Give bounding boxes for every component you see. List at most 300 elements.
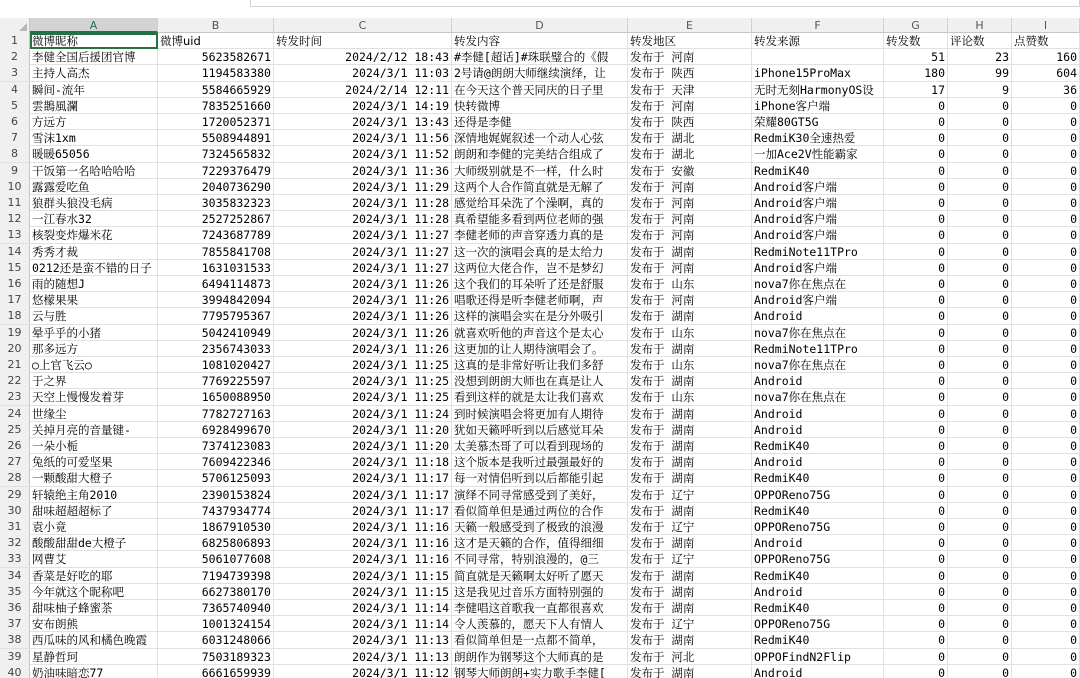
table-cell[interactable]: 0 <box>1012 98 1080 114</box>
table-cell[interactable]: 方远方 <box>30 114 158 130</box>
table-cell[interactable]: 0 <box>884 325 948 341</box>
table-cell[interactable]: 0 <box>948 438 1012 454</box>
row-number[interactable]: 3 <box>0 65 30 81</box>
table-cell[interactable]: 发布于 湖南 <box>628 341 752 357</box>
table-cell[interactable]: 这个版本是我听过最强最好的 <box>452 454 628 470</box>
table-cell[interactable]: 0 <box>948 244 1012 260</box>
row-number[interactable]: 21 <box>0 357 30 373</box>
table-cell[interactable]: 今年就这个昵称吧 <box>30 584 158 600</box>
table-cell[interactable]: 0 <box>884 179 948 195</box>
table-cell[interactable]: 2356743033 <box>158 341 274 357</box>
table-cell[interactable]: 发布于 湖北 <box>628 130 752 146</box>
table-cell[interactable]: 太美慕杰哥了可以看到现场的 <box>452 438 628 454</box>
row-number[interactable]: 7 <box>0 130 30 146</box>
table-cell[interactable]: 轩辕绝主角2010 <box>30 487 158 503</box>
table-cell[interactable]: 这真的是非常好听让我们多舒 <box>452 357 628 373</box>
table-cell[interactable]: 发布于 陕西 <box>628 65 752 81</box>
table-cell[interactable]: 看到这样的就是太让我们喜欢 <box>452 389 628 405</box>
row-number[interactable]: 35 <box>0 584 30 600</box>
table-cell[interactable]: 0 <box>1012 325 1080 341</box>
row-number[interactable]: 33 <box>0 551 30 567</box>
table-cell[interactable]: Android <box>752 665 884 678</box>
table-cell[interactable]: 0 <box>1012 422 1080 438</box>
table-cell[interactable]: 6494114873 <box>158 276 274 292</box>
table-cell[interactable]: 0 <box>1012 244 1080 260</box>
header-cell[interactable]: 点赞数 <box>1012 33 1080 49</box>
table-cell[interactable]: 2024/3/1 11:28 <box>274 211 452 227</box>
table-cell[interactable]: 雲鵲風瀾 <box>30 98 158 114</box>
table-cell[interactable]: 唱歌还得是听李健老师啊，声 <box>452 292 628 308</box>
column-header-c[interactable]: C <box>274 18 452 33</box>
table-cell[interactable]: 0 <box>1012 568 1080 584</box>
row-number[interactable]: 6 <box>0 114 30 130</box>
table-cell[interactable]: 180 <box>884 65 948 81</box>
table-cell[interactable]: 发布于 河南 <box>628 227 752 243</box>
table-cell[interactable]: 酸酸甜甜de大橙子 <box>30 535 158 551</box>
table-cell[interactable]: 0 <box>1012 292 1080 308</box>
table-cell[interactable]: 2024/3/1 11:27 <box>274 244 452 260</box>
table-cell[interactable]: 7243687789 <box>158 227 274 243</box>
table-cell[interactable]: 悠檬果果 <box>30 292 158 308</box>
formula-bar[interactable] <box>250 0 1080 7</box>
table-cell[interactable]: 就喜欢听他的声音这个是太心 <box>452 325 628 341</box>
table-cell[interactable]: 0 <box>1012 551 1080 567</box>
table-cell[interactable]: 这两个人合作简直就是无解了 <box>452 179 628 195</box>
table-cell[interactable]: 9 <box>948 82 1012 98</box>
row-number[interactable]: 2 <box>0 49 30 65</box>
header-cell[interactable]: 转发时间 <box>274 33 452 49</box>
row-number[interactable]: 31 <box>0 519 30 535</box>
table-cell[interactable]: 发布于 湖南 <box>628 535 752 551</box>
table-cell[interactable]: 0 <box>884 519 948 535</box>
table-cell[interactable]: 2024/3/1 11:13 <box>274 632 452 648</box>
table-cell[interactable]: 0 <box>948 600 1012 616</box>
table-cell[interactable]: 发布于 山东 <box>628 276 752 292</box>
table-cell[interactable]: 2024/2/12 18:43 <box>274 49 452 65</box>
table-cell[interactable]: Android <box>752 422 884 438</box>
row-number[interactable]: 38 <box>0 632 30 648</box>
table-cell[interactable]: 7365740940 <box>158 600 274 616</box>
table-cell[interactable]: 0 <box>1012 146 1080 162</box>
row-number[interactable]: 37 <box>0 616 30 632</box>
table-cell[interactable]: 发布于 辽宁 <box>628 487 752 503</box>
table-cell[interactable]: 5584665929 <box>158 82 274 98</box>
table-cell[interactable]: 暖暖65056 <box>30 146 158 162</box>
table-cell[interactable]: 0 <box>884 98 948 114</box>
table-cell[interactable]: 荣耀80GT5G <box>752 114 884 130</box>
table-cell[interactable]: 发布于 辽宁 <box>628 519 752 535</box>
table-cell[interactable]: 发布于 湖南 <box>628 584 752 600</box>
table-cell[interactable]: 0 <box>1012 406 1080 422</box>
table-cell[interactable]: 0 <box>948 260 1012 276</box>
table-cell[interactable]: 0 <box>884 600 948 616</box>
row-number[interactable]: 4 <box>0 82 30 98</box>
table-cell[interactable]: 0 <box>948 179 1012 195</box>
table-cell[interactable]: 发布于 湖南 <box>628 632 752 648</box>
table-cell[interactable]: 0 <box>1012 665 1080 678</box>
table-cell[interactable]: 0 <box>1012 341 1080 357</box>
table-cell[interactable]: 还得是李健 <box>452 114 628 130</box>
table-cell[interactable]: 0 <box>884 357 948 373</box>
table-cell[interactable]: 2024/3/1 11:14 <box>274 600 452 616</box>
table-cell[interactable]: 7835251660 <box>158 98 274 114</box>
table-cell[interactable]: 2024/3/1 11:17 <box>274 470 452 486</box>
table-cell[interactable]: 0 <box>948 535 1012 551</box>
table-cell[interactable]: 0 <box>948 292 1012 308</box>
table-cell[interactable]: 狼群头狼没毛病 <box>30 195 158 211</box>
table-cell[interactable]: 2024/3/1 11:27 <box>274 227 452 243</box>
table-cell[interactable]: RedmiK40 <box>752 438 884 454</box>
table-cell[interactable]: 发布于 湖南 <box>628 422 752 438</box>
table-cell[interactable]: nova7你在焦点在 <box>752 276 884 292</box>
table-cell[interactable]: RedmiNote11TPro <box>752 341 884 357</box>
table-cell[interactable]: Android <box>752 373 884 389</box>
table-cell[interactable]: 李健老师的声音穿透力真的是 <box>452 227 628 243</box>
table-cell[interactable]: 发布于 河南 <box>628 98 752 114</box>
table-cell[interactable]: 0 <box>948 227 1012 243</box>
row-number[interactable]: 18 <box>0 308 30 324</box>
table-cell[interactable]: 2024/3/1 11:17 <box>274 487 452 503</box>
table-cell[interactable]: 快转微博 <box>452 98 628 114</box>
row-number[interactable]: 15 <box>0 260 30 276</box>
table-cell[interactable]: 0 <box>884 292 948 308</box>
table-cell[interactable]: 2024/3/1 13:43 <box>274 114 452 130</box>
table-cell[interactable]: 一颗酸甜大橙子 <box>30 470 158 486</box>
table-cell[interactable]: 7855841708 <box>158 244 274 260</box>
table-cell[interactable]: 7795795367 <box>158 308 274 324</box>
table-cell[interactable]: 2024/3/1 11:29 <box>274 179 452 195</box>
row-number[interactable]: 28 <box>0 470 30 486</box>
header-cell[interactable]: 评论数 <box>948 33 1012 49</box>
column-header-f[interactable]: F <box>752 18 884 33</box>
table-cell[interactable]: Android客户端 <box>752 260 884 276</box>
column-header-a[interactable]: A <box>30 18 158 33</box>
table-cell[interactable]: 0 <box>884 130 948 146</box>
header-cell[interactable]: 转发内容 <box>452 33 628 49</box>
table-cell[interactable]: 2040736290 <box>158 179 274 195</box>
table-cell[interactable]: 0 <box>948 568 1012 584</box>
table-cell[interactable]: 2024/3/1 11:12 <box>274 665 452 678</box>
table-cell[interactable]: 甜味柚子蜂蜜茶 <box>30 600 158 616</box>
table-cell[interactable]: 网曹艾 <box>30 551 158 567</box>
table-cell[interactable]: 7229376479 <box>158 163 274 179</box>
table-cell[interactable]: 0 <box>1012 535 1080 551</box>
table-cell[interactable]: 发布于 山东 <box>628 325 752 341</box>
table-cell[interactable]: 0 <box>948 308 1012 324</box>
table-cell[interactable]: 发布于 湖南 <box>628 470 752 486</box>
table-cell[interactable]: 0 <box>948 470 1012 486</box>
row-number[interactable]: 1 <box>0 33 30 49</box>
table-cell[interactable]: 这两位大佬合作，岂不是梦幻 <box>452 260 628 276</box>
table-cell[interactable]: 主持人高杰 <box>30 65 158 81</box>
table-cell[interactable]: 发布于 湖南 <box>628 665 752 678</box>
table-cell[interactable]: 3035832323 <box>158 195 274 211</box>
row-number[interactable]: 14 <box>0 244 30 260</box>
table-cell[interactable]: 7324565832 <box>158 146 274 162</box>
table-cell[interactable]: 雨的随想J <box>30 276 158 292</box>
table-cell[interactable]: 无时无刻HarmonyOS设 <box>752 82 884 98</box>
table-cell[interactable]: Android <box>752 406 884 422</box>
table-cell[interactable]: 0 <box>1012 130 1080 146</box>
table-cell[interactable]: 2024/2/14 12:11 <box>274 82 452 98</box>
table-cell[interactable]: 36 <box>1012 82 1080 98</box>
table-cell[interactable]: 0 <box>1012 357 1080 373</box>
table-cell[interactable]: 发布于 湖南 <box>628 454 752 470</box>
table-cell[interactable]: 0 <box>884 276 948 292</box>
table-cell[interactable]: 奶油味暗恋77 <box>30 665 158 678</box>
table-cell[interactable]: 看似简单但是通过两位的合作 <box>452 503 628 519</box>
table-cell[interactable]: 0 <box>884 551 948 567</box>
table-cell[interactable]: 2024/3/1 11:20 <box>274 438 452 454</box>
table-cell[interactable]: 0 <box>1012 227 1080 243</box>
row-number[interactable]: 32 <box>0 535 30 551</box>
table-cell[interactable]: 0 <box>948 649 1012 665</box>
table-cell[interactable]: 犹如天籁呼听到以后感觉耳朵 <box>452 422 628 438</box>
table-cell[interactable]: 那多远方 <box>30 341 158 357</box>
table-cell[interactable]: 51 <box>884 49 948 65</box>
table-cell[interactable]: 2024/3/1 11:26 <box>274 341 452 357</box>
table-cell[interactable]: 5623582671 <box>158 49 274 65</box>
table-cell[interactable]: RedmiK40 <box>752 470 884 486</box>
table-cell[interactable]: 0 <box>1012 389 1080 405</box>
table-cell[interactable]: 0 <box>948 584 1012 600</box>
table-cell[interactable]: 0 <box>884 195 948 211</box>
table-cell[interactable]: 关掉月亮的音量键- <box>30 422 158 438</box>
table-cell[interactable]: OPPOReno75G <box>752 551 884 567</box>
table-cell[interactable]: 2390153824 <box>158 487 274 503</box>
table-cell[interactable]: 0 <box>884 487 948 503</box>
table-cell[interactable]: 0 <box>1012 600 1080 616</box>
table-cell[interactable]: 5061077608 <box>158 551 274 567</box>
header-cell[interactable]: 转发来源 <box>752 33 884 49</box>
table-cell[interactable]: 发布于 山东 <box>628 389 752 405</box>
table-cell[interactable]: 5706125093 <box>158 470 274 486</box>
table-cell[interactable]: 0 <box>948 325 1012 341</box>
row-number[interactable]: 27 <box>0 454 30 470</box>
column-header-i[interactable]: I <box>1012 18 1080 33</box>
table-cell[interactable]: 发布于 河南 <box>628 260 752 276</box>
table-cell[interactable]: 5042410949 <box>158 325 274 341</box>
table-cell[interactable]: 2024/3/1 11:26 <box>274 276 452 292</box>
table-cell[interactable]: 发布于 河南 <box>628 211 752 227</box>
table-cell[interactable]: 瞬间-流年 <box>30 82 158 98</box>
table-cell[interactable]: 2024/3/1 11:25 <box>274 357 452 373</box>
table-cell[interactable]: 星静哲珂 <box>30 649 158 665</box>
table-cell[interactable]: iPhone客户端 <box>752 98 884 114</box>
table-cell[interactable]: 这更加的让人期待演唱会了。 <box>452 341 628 357</box>
table-cell[interactable]: 0 <box>1012 632 1080 648</box>
row-number[interactable]: 26 <box>0 438 30 454</box>
table-cell[interactable]: 西瓜味的风和橘色晚霞 <box>30 632 158 648</box>
table-cell[interactable]: 0 <box>884 406 948 422</box>
table-cell[interactable]: 0 <box>948 454 1012 470</box>
table-cell[interactable]: 23 <box>948 49 1012 65</box>
row-number[interactable]: 9 <box>0 163 30 179</box>
table-cell[interactable]: 0 <box>948 195 1012 211</box>
table-cell[interactable]: 深情地娓娓叙述一个动人心弦 <box>452 130 628 146</box>
table-cell[interactable]: 0 <box>1012 649 1080 665</box>
table-cell[interactable]: 2024/3/1 11:17 <box>274 503 452 519</box>
table-cell[interactable]: 0 <box>1012 373 1080 389</box>
table-cell[interactable]: 1001324154 <box>158 616 274 632</box>
spreadsheet[interactable] <box>0 18 1080 678</box>
row-number[interactable]: 22 <box>0 373 30 389</box>
table-cell[interactable]: 0 <box>948 276 1012 292</box>
table-cell[interactable]: RedmiK40 <box>752 163 884 179</box>
table-cell[interactable]: 2024/3/1 11:15 <box>274 584 452 600</box>
column-header-h[interactable]: H <box>948 18 1012 33</box>
table-cell[interactable]: OPPOReno75G <box>752 519 884 535</box>
table-cell[interactable]: 2024/3/1 11:56 <box>274 130 452 146</box>
row-number[interactable]: 12 <box>0 211 30 227</box>
table-cell[interactable]: 在今天这个普天同庆的日子里 <box>452 82 628 98</box>
table-cell[interactable]: 不同寻常，特别浪漫的，@三 <box>452 551 628 567</box>
table-cell[interactable]: iPhone15ProMax <box>752 65 884 81</box>
table-cell[interactable]: 0 <box>948 632 1012 648</box>
table-cell[interactable]: 0 <box>884 632 948 648</box>
table-cell[interactable]: Android <box>752 535 884 551</box>
table-cell[interactable]: 发布于 湖南 <box>628 406 752 422</box>
row-number[interactable]: 25 <box>0 422 30 438</box>
table-cell[interactable]: 0 <box>1012 114 1080 130</box>
table-cell[interactable]: 0 <box>948 130 1012 146</box>
row-number[interactable]: 10 <box>0 179 30 195</box>
table-cell[interactable]: 0 <box>884 438 948 454</box>
table-cell[interactable]: 6661659939 <box>158 665 274 678</box>
table-cell[interactable]: 这样的演唱会实在是分外吸引 <box>452 308 628 324</box>
table-cell[interactable]: 2024/3/1 11:25 <box>274 389 452 405</box>
table-cell[interactable]: 0212还是蛮不错的日子 <box>30 260 158 276</box>
table-cell[interactable]: 0 <box>1012 470 1080 486</box>
row-number[interactable]: 40 <box>0 665 30 678</box>
table-cell[interactable]: 0 <box>1012 163 1080 179</box>
table-cell[interactable]: 发布于 河南 <box>628 179 752 195</box>
row-number[interactable]: 24 <box>0 406 30 422</box>
table-cell[interactable]: 雪沫1xm <box>30 130 158 146</box>
table-cell[interactable]: Android客户端 <box>752 211 884 227</box>
header-cell[interactable]: 微博昵称 <box>30 33 158 49</box>
table-cell[interactable]: 0 <box>1012 519 1080 535</box>
table-cell[interactable]: 2024/3/1 11:36 <box>274 163 452 179</box>
table-cell[interactable]: 1720052371 <box>158 114 274 130</box>
table-cell[interactable]: 0 <box>884 163 948 179</box>
table-cell[interactable]: 0 <box>948 211 1012 227</box>
table-cell[interactable]: 这才是天籁的合作，值得细细 <box>452 535 628 551</box>
table-cell[interactable]: 2024/3/1 11:52 <box>274 146 452 162</box>
table-cell[interactable]: 发布于 湖北 <box>628 146 752 162</box>
row-number[interactable]: 16 <box>0 276 30 292</box>
table-cell[interactable]: 7437934774 <box>158 503 274 519</box>
table-cell[interactable]: 2527252867 <box>158 211 274 227</box>
table-cell[interactable]: 0 <box>884 227 948 243</box>
table-cell[interactable]: 7769225597 <box>158 373 274 389</box>
table-cell[interactable]: 0 <box>948 341 1012 357</box>
table-cell[interactable]: nova7你在焦点在 <box>752 357 884 373</box>
table-cell[interactable]: 0 <box>884 260 948 276</box>
table-cell[interactable]: 袁小竟 <box>30 519 158 535</box>
table-cell[interactable]: RedmiK30全速热爱 <box>752 130 884 146</box>
row-number[interactable]: 17 <box>0 292 30 308</box>
table-cell[interactable]: 2024/3/1 11:16 <box>274 519 452 535</box>
row-number[interactable]: 8 <box>0 146 30 162</box>
table-cell[interactable]: 发布于 天津 <box>628 82 752 98</box>
table-cell[interactable]: 天空上慢慢发着芽 <box>30 389 158 405</box>
table-cell[interactable]: 2024/3/1 11:13 <box>274 649 452 665</box>
row-number[interactable]: 39 <box>0 649 30 665</box>
table-cell[interactable]: ○上官飞云○ <box>30 357 158 373</box>
table-cell[interactable]: 没想到朗朗大师也在真是让人 <box>452 373 628 389</box>
table-cell[interactable]: 露露爱吃鱼 <box>30 179 158 195</box>
table-cell[interactable]: 0 <box>1012 616 1080 632</box>
header-cell[interactable]: 转发数 <box>884 33 948 49</box>
table-cell[interactable]: 发布于 湖南 <box>628 503 752 519</box>
table-cell[interactable]: Android <box>752 454 884 470</box>
table-cell[interactable]: 0 <box>884 389 948 405</box>
table-cell[interactable]: 发布于 湖南 <box>628 244 752 260</box>
column-header-d[interactable]: D <box>452 18 628 33</box>
table-cell[interactable]: 0 <box>884 341 948 357</box>
table-cell[interactable]: 160 <box>1012 49 1080 65</box>
column-header-b[interactable]: B <box>158 18 274 33</box>
table-cell[interactable]: 99 <box>948 65 1012 81</box>
row-number[interactable]: 23 <box>0 389 30 405</box>
table-cell[interactable]: 0 <box>1012 195 1080 211</box>
header-cell[interactable]: 微博uid <box>158 33 274 49</box>
table-cell[interactable]: 6825806893 <box>158 535 274 551</box>
table-cell[interactable]: 简直就是天籁啊太好听了愿天 <box>452 568 628 584</box>
table-cell[interactable]: Android客户端 <box>752 227 884 243</box>
table-cell[interactable]: OPPOFindN2Flip <box>752 649 884 665</box>
row-number[interactable]: 19 <box>0 325 30 341</box>
table-cell[interactable]: RedmiK40 <box>752 568 884 584</box>
table-cell[interactable]: 0 <box>884 308 948 324</box>
table-cell[interactable]: 0 <box>1012 179 1080 195</box>
table-cell[interactable]: 0 <box>1012 487 1080 503</box>
table-cell[interactable]: 0 <box>948 519 1012 535</box>
table-cell[interactable]: 发布于 河南 <box>628 292 752 308</box>
row-number[interactable]: 13 <box>0 227 30 243</box>
table-cell[interactable]: 发布于 湖南 <box>628 568 752 584</box>
table-cell[interactable]: 发布于 山东 <box>628 357 752 373</box>
table-cell[interactable]: 0 <box>1012 211 1080 227</box>
table-cell[interactable]: 香菜是好吃的耶 <box>30 568 158 584</box>
table-cell[interactable]: 0 <box>948 422 1012 438</box>
table-cell[interactable]: RedmiK40 <box>752 600 884 616</box>
table-cell[interactable]: 0 <box>1012 260 1080 276</box>
table-cell[interactable]: 1194583380 <box>158 65 274 81</box>
table-cell[interactable]: 发布于 河南 <box>628 195 752 211</box>
table-cell[interactable]: 2024/3/1 11:18 <box>274 454 452 470</box>
row-number[interactable]: 36 <box>0 600 30 616</box>
table-cell[interactable]: OPPOReno75G <box>752 616 884 632</box>
table-cell[interactable]: 2024/3/1 11:15 <box>274 568 452 584</box>
table-cell[interactable]: Android <box>752 584 884 600</box>
table-cell[interactable]: 天籁一般感受到了极致的浪漫 <box>452 519 628 535</box>
table-cell[interactable]: 0 <box>948 163 1012 179</box>
table-cell[interactable]: 2024/3/1 11:16 <box>274 535 452 551</box>
table-cell[interactable]: 2024/3/1 11:27 <box>274 260 452 276</box>
table-cell[interactable]: 6627380170 <box>158 584 274 600</box>
table-cell[interactable]: 7194739398 <box>158 568 274 584</box>
table-cell[interactable]: 2024/3/1 11:03 <box>274 65 452 81</box>
row-number[interactable]: 11 <box>0 195 30 211</box>
table-cell[interactable]: OPPOReno75G <box>752 487 884 503</box>
table-cell[interactable]: 0 <box>884 244 948 260</box>
table-cell[interactable]: 朗朗作为钢琴这个大师真的是 <box>452 649 628 665</box>
table-cell[interactable]: 2024/3/1 11:14 <box>274 616 452 632</box>
table-cell[interactable]: 演绎不同寻常感受到了美好， <box>452 487 628 503</box>
table-cell[interactable]: 2024/3/1 11:28 <box>274 195 452 211</box>
